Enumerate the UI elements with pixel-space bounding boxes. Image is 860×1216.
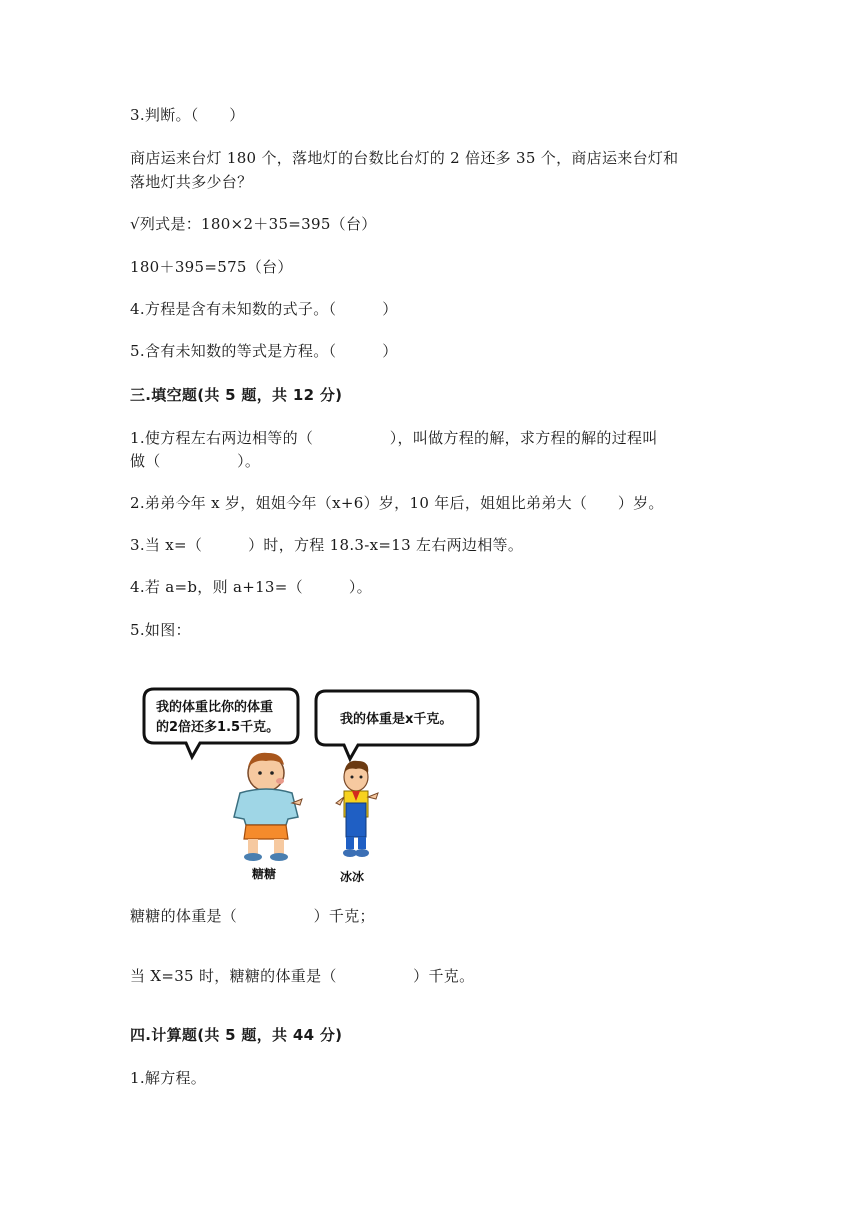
- fill5-blank2: 当 X=35 时，糖糖的体重是（ ）千克。: [130, 967, 475, 985]
- bingbing-figure: [336, 761, 378, 857]
- tangtang-figure: [234, 753, 302, 861]
- weight-illustration: [140, 685, 485, 885]
- right-bubble-text: 我的体重是x千克。: [340, 712, 453, 727]
- fill4: 4.若 a=b，则 a+13=（ ）。: [130, 578, 372, 596]
- q3-solution-line2: 180＋395=575（台）: [130, 258, 293, 276]
- fill3: 3.当 x=（ ）时，方程 18.3-x=13 左右两边相等。: [130, 536, 524, 554]
- section4-title: 四.计算题(共 5 题，共 44 分): [130, 1026, 343, 1044]
- left-speech-bubble: [144, 689, 298, 757]
- fill1-line2: 做（ ）。: [130, 452, 261, 470]
- q3-problem-line1: 商店运来台灯 180 个，落地灯的台数比台灯的 2 倍还多 35 个，商店运来台灯和: [130, 149, 679, 167]
- q3-problem-line2: 落地灯共多少台？: [130, 173, 253, 191]
- fill1-line1: 1.使方程左右两边相等的（ ），叫做方程的解，求方程的解的过程叫: [130, 429, 658, 447]
- q3-judge: 3.判断。（ ）: [130, 106, 245, 124]
- q5-statement: 5.含有未知数的等式是方程。（ ）: [130, 342, 398, 360]
- q3-solution-line1: √列式是：180×2＋35=395（台）: [130, 215, 377, 233]
- calc1: 1.解方程。: [130, 1069, 207, 1087]
- name-bingbing: 冰冰: [340, 870, 365, 884]
- fill2: 2.弟弟今年 x 岁，姐姐今年（x+6）岁，10 年后，姐姐比弟弟大（ ）岁。: [130, 494, 664, 512]
- left-bubble-line2: 的2倍还多1.5千克。: [156, 720, 280, 735]
- left-bubble-line1: 我的体重比你的体重: [156, 700, 274, 715]
- right-speech-bubble: [316, 691, 478, 759]
- fill5-label: 5.如图：: [130, 621, 191, 639]
- section3-title: 三.填空题(共 5 题，共 12 分): [130, 386, 343, 404]
- q4-statement: 4.方程是含有未知数的式子。（ ）: [130, 300, 398, 318]
- name-tangtang: 糖糖: [252, 867, 277, 881]
- fill5-blank1: 糖糖的体重是（ ）千克；: [130, 907, 375, 925]
